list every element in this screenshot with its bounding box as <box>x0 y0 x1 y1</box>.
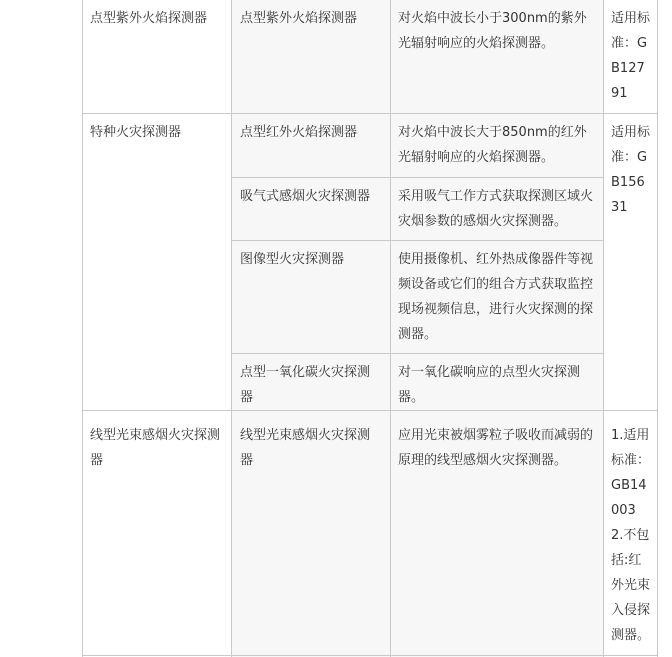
definition-cell: 对一氧化碳响应的点型火灾探测器。 <box>398 365 581 405</box>
definition-cell: 对火焰中波长大于850nm的红外光辐射响应的火焰探测器。 <box>398 125 587 165</box>
detector-name-cell: 吸气式感烟火灾探测器 <box>240 189 371 204</box>
detector-type-cell: 点型紫外火焰探测器 <box>90 11 208 26</box>
detector-name-cell: 点型紫外火焰探测器 <box>240 11 358 26</box>
grid-line <box>231 177 604 178</box>
grid-line <box>82 410 658 411</box>
grid-line <box>82 113 658 114</box>
detector-type-cell: 特种火灾探测器 <box>90 125 182 140</box>
standard-cell: 适用标准：GB12791 <box>611 11 651 101</box>
detector-name-cell: 图像型火灾探测器 <box>240 252 345 267</box>
standard-cell: 适用标准：GB15631 <box>611 125 651 215</box>
standard-cell: 1.适用标准：GB14003 2.不包括:红外光束入侵探测器。 <box>611 428 651 643</box>
definition-cell: 采用吸气工作方式获取探测区域火灾烟参数的感烟火灾探测器。 <box>398 189 594 229</box>
grid-line <box>231 240 604 241</box>
detector-name-cell: 点型红外火焰探测器 <box>240 125 358 140</box>
definition-cell: 应用光束被烟雾粒子吸收而减弱的原理的线型感烟火灾探测器。 <box>398 428 594 468</box>
grid-line <box>82 0 83 657</box>
grid-line <box>603 0 604 657</box>
grid-line <box>657 0 658 657</box>
detector-name-cell: 线型光束感烟火灾探测器 <box>240 428 371 468</box>
definition-cell: 使用摄像机、红外热成像器件等视频设备或它们的组合方式获取监控现场视频信息，进行火灾探测的探测器。 <box>398 252 594 342</box>
grid-line <box>390 0 391 657</box>
grid-line <box>82 655 658 656</box>
detector-type-cell: 线型光束感烟火灾探测器 <box>90 428 221 468</box>
definition-cell: 对火焰中波长小于300nm的紫外光辐射响应的火焰探测器。 <box>398 11 587 51</box>
detector-name-cell: 点型一氧化碳火灾探测器 <box>240 365 371 405</box>
grid-line <box>231 353 604 354</box>
grid-line <box>231 0 232 657</box>
